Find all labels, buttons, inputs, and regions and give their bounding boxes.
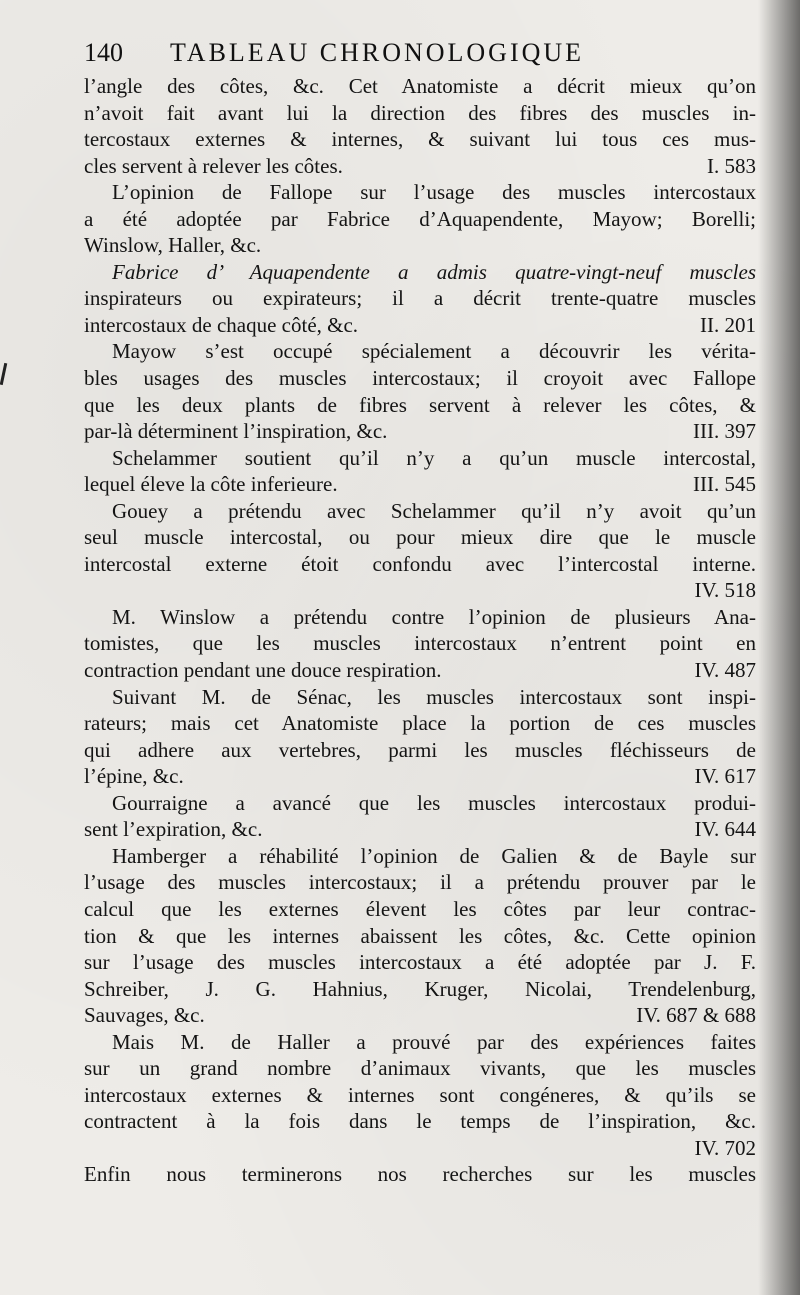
text-line: Enfin nous terminerons nos recherches sur les muscles	[84, 1162, 756, 1187]
body-text	[84, 73, 756, 1188]
text-line: Gourraigne a avancé que les muscles intercostaux produi-	[112, 790, 756, 815]
text-line: M. Winslow a prétendu contre l’opinion de plusieurs Ana-	[112, 604, 756, 629]
text-line: qui adhere aux vertebres, parmi les muscles fléchisseurs de	[84, 737, 756, 762]
text-line: l’épine, &c. IV. 617	[84, 764, 756, 789]
text-line: calcul que les externes élevent les côtes par leur contrac-	[84, 896, 756, 921]
text-line: L’opinion de Fallope sur l’usage des muscles intercostaux	[112, 180, 756, 205]
volume-reference: IV. 617	[694, 764, 756, 789]
page-edge-shadow	[758, 0, 800, 1295]
text-line: que les deux plants de fibres servent à relever les côtes, &	[84, 392, 756, 417]
text-line: par-là déterminent l’inspiration, &c. III. 397	[84, 419, 756, 444]
text-line: Schreiber, J. G. Hahnius, Kruger, Nicolai, Trendelenburg,	[84, 976, 756, 1001]
text-line: tion & que les internes abaissent les côtes, &c. Cette opinion	[84, 923, 756, 948]
text-line: Suivant M. de Sénac, les muscles intercostaux sont inspi-	[112, 684, 756, 709]
text-line: tomistes, que les muscles intercostaux n’entrent point en	[84, 631, 756, 656]
text-line: seul muscle intercostal, ou pour mieux dire que le muscle	[84, 525, 756, 550]
volume-reference: IV. 487	[694, 658, 756, 683]
text-line: Gouey a prétendu avec Schelammer qu’il n’y avoit qu’un	[112, 498, 756, 523]
text-line: sent l’expiration, &c. IV. 644	[84, 817, 756, 842]
page-number: 140	[84, 38, 123, 67]
text-line: rateurs; mais cet Anatomiste place la portion de ces muscles	[84, 711, 756, 736]
text-line: Mais M. de Haller a prouvé par des expériences faites	[112, 1029, 756, 1054]
text-line: contraction pendant une douce respiration. IV. 487	[84, 658, 756, 683]
volume-reference: IV. 518	[694, 578, 756, 603]
text-line: sur un grand nombre d’animaux vivants, que les muscles	[84, 1056, 756, 1081]
volume-reference: II. 201	[700, 312, 756, 337]
text-line: l’usage des muscles intercostaux; il a prétendu prouver par le	[84, 870, 756, 895]
text-line: a été adoptée par Fabrice d’Aquapendente, Mayow; Borelli;	[84, 206, 756, 231]
text-line: inspirateurs ou expirateurs; il a décrit trente-quatre muscles	[84, 286, 756, 311]
volume-reference: I. 583	[707, 153, 756, 178]
text-line: lequel éleve la côte inferieure. III. 545	[84, 472, 756, 497]
text-line: bles usages des muscles intercostaux; il croyoit avec Fallope	[84, 366, 756, 391]
volume-reference: IV. 702	[694, 1135, 756, 1160]
volume-reference: III. 397	[693, 419, 756, 444]
text-line	[84, 577, 756, 604]
volume-reference: IV. 644	[694, 817, 756, 842]
text-line: cles servent à relever les côtes. I. 583	[84, 153, 756, 178]
text-line: Schelammer soutient qu’il n’y a qu’un muscle intercostal,	[112, 445, 756, 470]
text-line: intercostal externe étoit confondu avec l’intercostal interne.	[84, 551, 756, 576]
volume-reference: IV. 687 & 688	[636, 1003, 756, 1028]
running-title: TABLEAU CHRONOLOGIQUE	[170, 38, 585, 67]
text-line: Mayow s’est occupé spécialement a découvrir les vérita-	[112, 339, 756, 364]
margin-mark	[0, 363, 7, 385]
text-line: intercostaux de chaque côté, &c. II. 201	[84, 312, 756, 337]
text-line: contractent à la fois dans le temps de l’inspiration, &c.	[84, 1109, 756, 1134]
text-line: Fabrice d’ Aquapendente a admis quatre-vingt-neuf muscles	[112, 259, 756, 284]
text-line: intercostaux externes & internes sont congéneres, & qu’ils se	[84, 1082, 756, 1107]
text-line: Hamberger a réhabilité l’opinion de Galien & de Bayle sur	[112, 843, 756, 868]
text-line	[84, 1135, 756, 1162]
page-header	[84, 38, 774, 72]
volume-reference: III. 545	[693, 472, 756, 497]
text-line: sur l’usage des muscles intercostaux a été adoptée par J. F.	[84, 950, 756, 975]
text-line: n’avoit fait avant lui la direction des fibres des muscles in-	[84, 100, 756, 125]
text-line: l’angle des côtes, &c. Cet Anatomiste a décrit mieux qu’on	[84, 74, 756, 98]
text-line: tercostaux externes & internes, & suivant lui tous ces mus-	[84, 127, 756, 152]
text-line: Sauvages, &c. IV. 687 & 688	[84, 1003, 756, 1028]
text-line: Winslow, Haller, &c.	[84, 233, 262, 258]
